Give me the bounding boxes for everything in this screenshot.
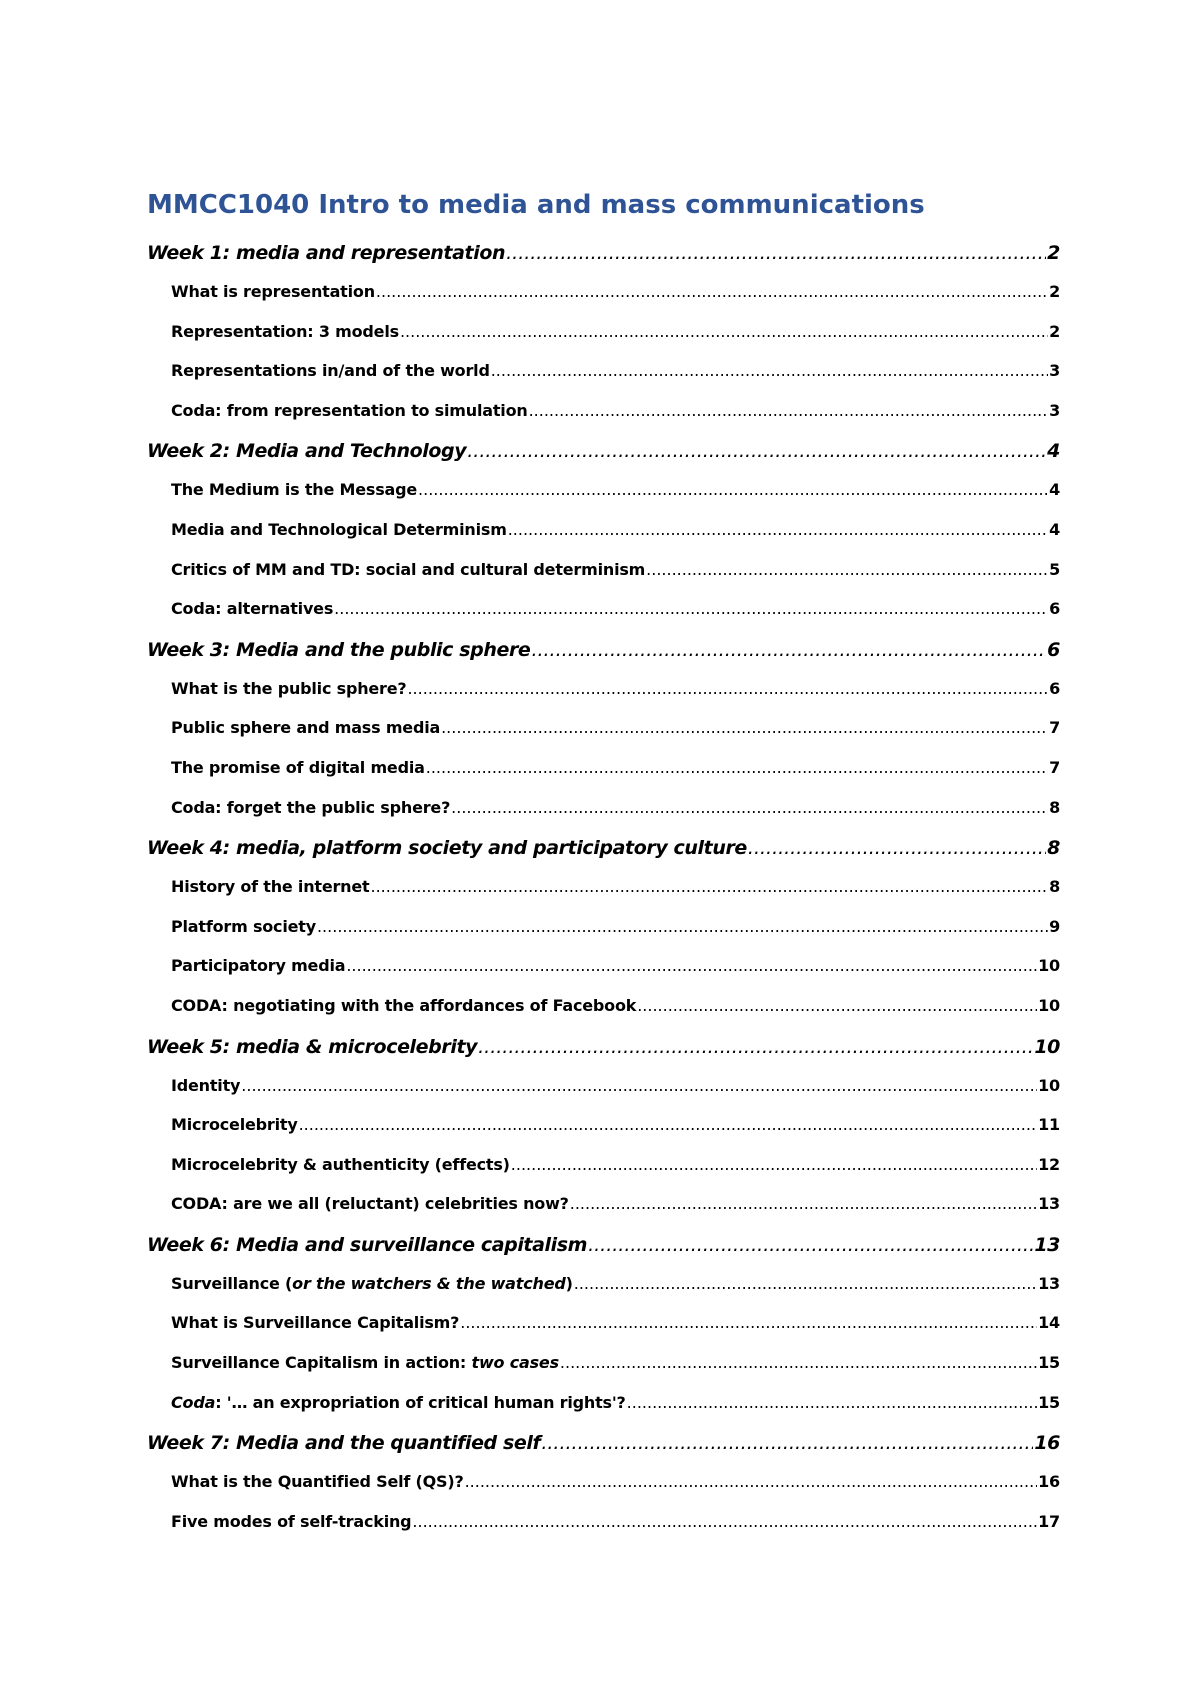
- toc-dot-leader: [334, 599, 1048, 618]
- toc-dot-leader: [418, 480, 1048, 499]
- toc-entry-text: Platform society: [171, 916, 316, 936]
- toc-dot-leader: [506, 242, 1046, 264]
- toc-page-number: 4: [1049, 480, 1060, 500]
- toc-page-number: 2: [1049, 282, 1060, 301]
- toc-dot-leader: [637, 996, 1037, 1015]
- toc-page-number: 9: [1049, 916, 1060, 936]
- toc-dot-leader: [570, 1194, 1037, 1213]
- toc-dot-leader: [560, 1353, 1037, 1372]
- toc-dot-leader: [451, 798, 1048, 817]
- toc-dot-leader: [508, 520, 1048, 539]
- toc-dot-leader: [478, 1036, 1033, 1058]
- toc-page-number: 15: [1038, 1392, 1060, 1412]
- toc-page-number: 7: [1049, 718, 1060, 738]
- toc-dot-leader: [491, 361, 1048, 380]
- toc-entry-text: Week 3: Media and the public sphere: [147, 638, 531, 661]
- toc-subheading-entry[interactable]: [147, 599, 1060, 639]
- toc-entry-text: What is the public sphere?: [171, 678, 407, 698]
- toc-subheading-entry[interactable]: [147, 1393, 1060, 1433]
- toc-entry-text: Participatory media: [171, 956, 346, 976]
- toc-subheading-entry[interactable]: [147, 1313, 1060, 1353]
- toc-entry-text: Week 5: media & microcelebrity: [147, 1035, 478, 1058]
- table-of-contents: [147, 242, 1060, 1551]
- toc-entry-text: CODA: negotiating with the affordances of Facebook: [171, 995, 637, 1015]
- toc-subheading-entry[interactable]: [147, 798, 1060, 838]
- toc-dot-leader: [241, 1076, 1037, 1095]
- toc-dot-leader: [299, 1115, 1038, 1134]
- toc-dot-leader: [317, 917, 1048, 936]
- toc-heading-entry[interactable]: [147, 1036, 1060, 1076]
- toc-page-number: 6: [1049, 678, 1060, 698]
- toc-entry-text: Representations in/and of the world: [171, 361, 490, 381]
- toc-page-number: 2: [1049, 321, 1060, 341]
- toc-entry-text: [171, 1353, 559, 1372]
- toc-subheading-entry[interactable]: [147, 1076, 1060, 1116]
- toc-page-number: 16: [1034, 1432, 1060, 1455]
- toc-subheading-entry[interactable]: [147, 1194, 1060, 1234]
- toc-page-number: 5: [1049, 559, 1060, 579]
- toc-page-number: 4: [1049, 519, 1060, 539]
- toc-subheading-entry[interactable]: [147, 917, 1060, 957]
- toc-dot-leader: [407, 679, 1048, 698]
- toc-subheading-entry[interactable]: [147, 282, 1060, 322]
- toc-subheading-entry[interactable]: [147, 560, 1060, 600]
- toc-dot-leader: [400, 322, 1048, 341]
- toc-page-number: 8: [1049, 797, 1060, 817]
- document-title: MMCC1040 Intro to media and mass communications: [147, 190, 925, 220]
- toc-entry-text: Week 2: Media and Technology: [147, 440, 467, 463]
- toc-entry-text: The promise of digital media: [171, 757, 425, 777]
- toc-page-number: 10: [1038, 1075, 1060, 1095]
- toc-page-number: 8: [1049, 877, 1060, 897]
- toc-heading-entry[interactable]: [147, 1432, 1060, 1472]
- toc-dot-leader: [511, 1155, 1037, 1174]
- toc-subheading-entry[interactable]: [147, 758, 1060, 798]
- toc-entry-text: Identity: [171, 1075, 241, 1095]
- toc-entry-text-part: Surveillance (: [171, 1273, 293, 1293]
- toc-dot-leader: [465, 1472, 1038, 1491]
- toc-dot-leader: [376, 282, 1048, 301]
- toc-entry-text: Coda: from representation to simulation: [171, 400, 528, 420]
- toc-heading-entry[interactable]: [147, 1234, 1060, 1274]
- toc-subheading-entry[interactable]: [147, 520, 1060, 560]
- toc-page-number: 8: [1047, 837, 1060, 860]
- toc-entry-text-italic: Coda: [171, 1392, 216, 1412]
- toc-subheading-entry[interactable]: [147, 718, 1060, 758]
- toc-entry-text: Week 4: media, platform society and participatory culture: [147, 837, 747, 860]
- toc-subheading-entry[interactable]: [147, 956, 1060, 996]
- toc-page-number: 14: [1038, 1313, 1060, 1333]
- toc-entry-text-part: Surveillance Capitalism in action:: [171, 1353, 472, 1373]
- toc-page-number: 10: [1034, 1035, 1060, 1058]
- toc-entry-text-part: ): [565, 1273, 573, 1293]
- toc-entry-text-italic: or the watchers & the watched: [292, 1273, 566, 1293]
- toc-page-number: 10: [1038, 995, 1060, 1015]
- toc-entry-text: Five modes of self-tracking: [171, 1511, 412, 1531]
- toc-entry-text: Public sphere and mass media: [171, 718, 441, 738]
- toc-entry-text: Media and Technological Determinism: [171, 519, 507, 539]
- toc-dot-leader: [426, 758, 1048, 777]
- toc-page-number: 11: [1038, 1115, 1060, 1135]
- toc-subheading-entry[interactable]: [147, 322, 1060, 362]
- toc-dot-leader: [531, 639, 1046, 661]
- toc-dot-leader: [460, 1313, 1037, 1332]
- toc-page-number: 3: [1049, 361, 1060, 381]
- toc-heading-entry[interactable]: [147, 639, 1060, 679]
- toc-dot-leader: [574, 1274, 1037, 1293]
- toc-entry-text-italic: two cases: [471, 1353, 559, 1373]
- toc-entry-text: What is Surveillance Capitalism?: [171, 1313, 460, 1333]
- toc-entry-text: Microcelebrity & authenticity (effects): [171, 1154, 510, 1174]
- toc-dot-leader: [588, 1234, 1033, 1256]
- toc-entry-text: What is the Quantified Self (QS)?: [171, 1472, 464, 1492]
- toc-entry-text: [171, 1393, 626, 1412]
- toc-page-number: 10: [1038, 956, 1060, 976]
- toc-heading-entry[interactable]: [147, 440, 1060, 480]
- toc-dot-leader: [541, 1432, 1033, 1454]
- toc-page-number: 3: [1049, 400, 1060, 420]
- toc-dot-leader: [748, 837, 1046, 859]
- toc-dot-leader: [627, 1393, 1037, 1412]
- toc-page-number: 13: [1038, 1194, 1060, 1214]
- toc-entry-text: Week 6: Media and surveillance capitalism: [147, 1233, 588, 1256]
- toc-page-number: 7: [1049, 757, 1060, 777]
- toc-heading-entry[interactable]: [147, 837, 1060, 877]
- toc-subheading-entry[interactable]: [147, 401, 1060, 441]
- toc-entry-text-part: : '… an expropriation of critical human rights'?: [215, 1392, 626, 1412]
- toc-subheading-entry[interactable]: [147, 1472, 1060, 1512]
- toc-dot-leader: [646, 560, 1048, 579]
- toc-page-number: 16: [1038, 1472, 1060, 1492]
- toc-page-number: 2: [1047, 242, 1060, 264]
- toc-subheading-entry[interactable]: [147, 480, 1060, 520]
- toc-entry-text: Week 1: media and representation: [147, 242, 506, 264]
- toc-entry-text: Representation: 3 models: [171, 321, 399, 341]
- toc-page-number: 6: [1049, 599, 1060, 619]
- toc-subheading-entry[interactable]: [147, 361, 1060, 401]
- toc-entry-text: What is representation: [171, 282, 375, 301]
- toc-entry-text: The Medium is the Message: [171, 480, 418, 500]
- toc-entry-text: [171, 1274, 573, 1293]
- toc-entry-text: Critics of MM and TD: social and cultural determinism: [171, 559, 646, 579]
- toc-dot-leader: [529, 401, 1049, 420]
- toc-page-number: 12: [1038, 1154, 1060, 1174]
- toc-page-number: 6: [1047, 638, 1060, 661]
- toc-page-number: 13: [1038, 1273, 1060, 1293]
- toc-entry-text: CODA: are we all (reluctant) celebrities now?: [171, 1194, 569, 1214]
- toc-page-number: 4: [1047, 440, 1060, 463]
- toc-subheading-entry[interactable]: [147, 996, 1060, 1036]
- toc-subheading-entry[interactable]: [147, 1155, 1060, 1195]
- toc-entry-text: Week 7: Media and the quantified self: [147, 1432, 541, 1455]
- toc-heading-entry[interactable]: [147, 242, 1060, 282]
- toc-dot-leader: [467, 440, 1046, 462]
- toc-page-number: 15: [1038, 1353, 1060, 1373]
- toc-dot-leader: [370, 877, 1048, 896]
- toc-subheading-entry[interactable]: [147, 1353, 1060, 1393]
- toc-subheading-entry[interactable]: [147, 679, 1060, 719]
- toc-page-number: 17: [1038, 1511, 1060, 1531]
- toc-subheading-entry[interactable]: [147, 1512, 1060, 1552]
- toc-dot-leader: [412, 1512, 1037, 1531]
- toc-dot-leader: [441, 718, 1048, 737]
- toc-entry-text: History of the internet: [171, 877, 370, 897]
- toc-subheading-entry[interactable]: [147, 1274, 1060, 1314]
- toc-entry-text: Coda: forget the public sphere?: [171, 797, 451, 817]
- toc-subheading-entry[interactable]: [147, 1115, 1060, 1155]
- toc-dot-leader: [346, 956, 1037, 975]
- toc-entry-text: Coda: alternatives: [171, 599, 334, 619]
- toc-page-number: 13: [1034, 1233, 1060, 1256]
- toc-entry-text: Microcelebrity: [171, 1115, 298, 1135]
- toc-subheading-entry[interactable]: [147, 877, 1060, 917]
